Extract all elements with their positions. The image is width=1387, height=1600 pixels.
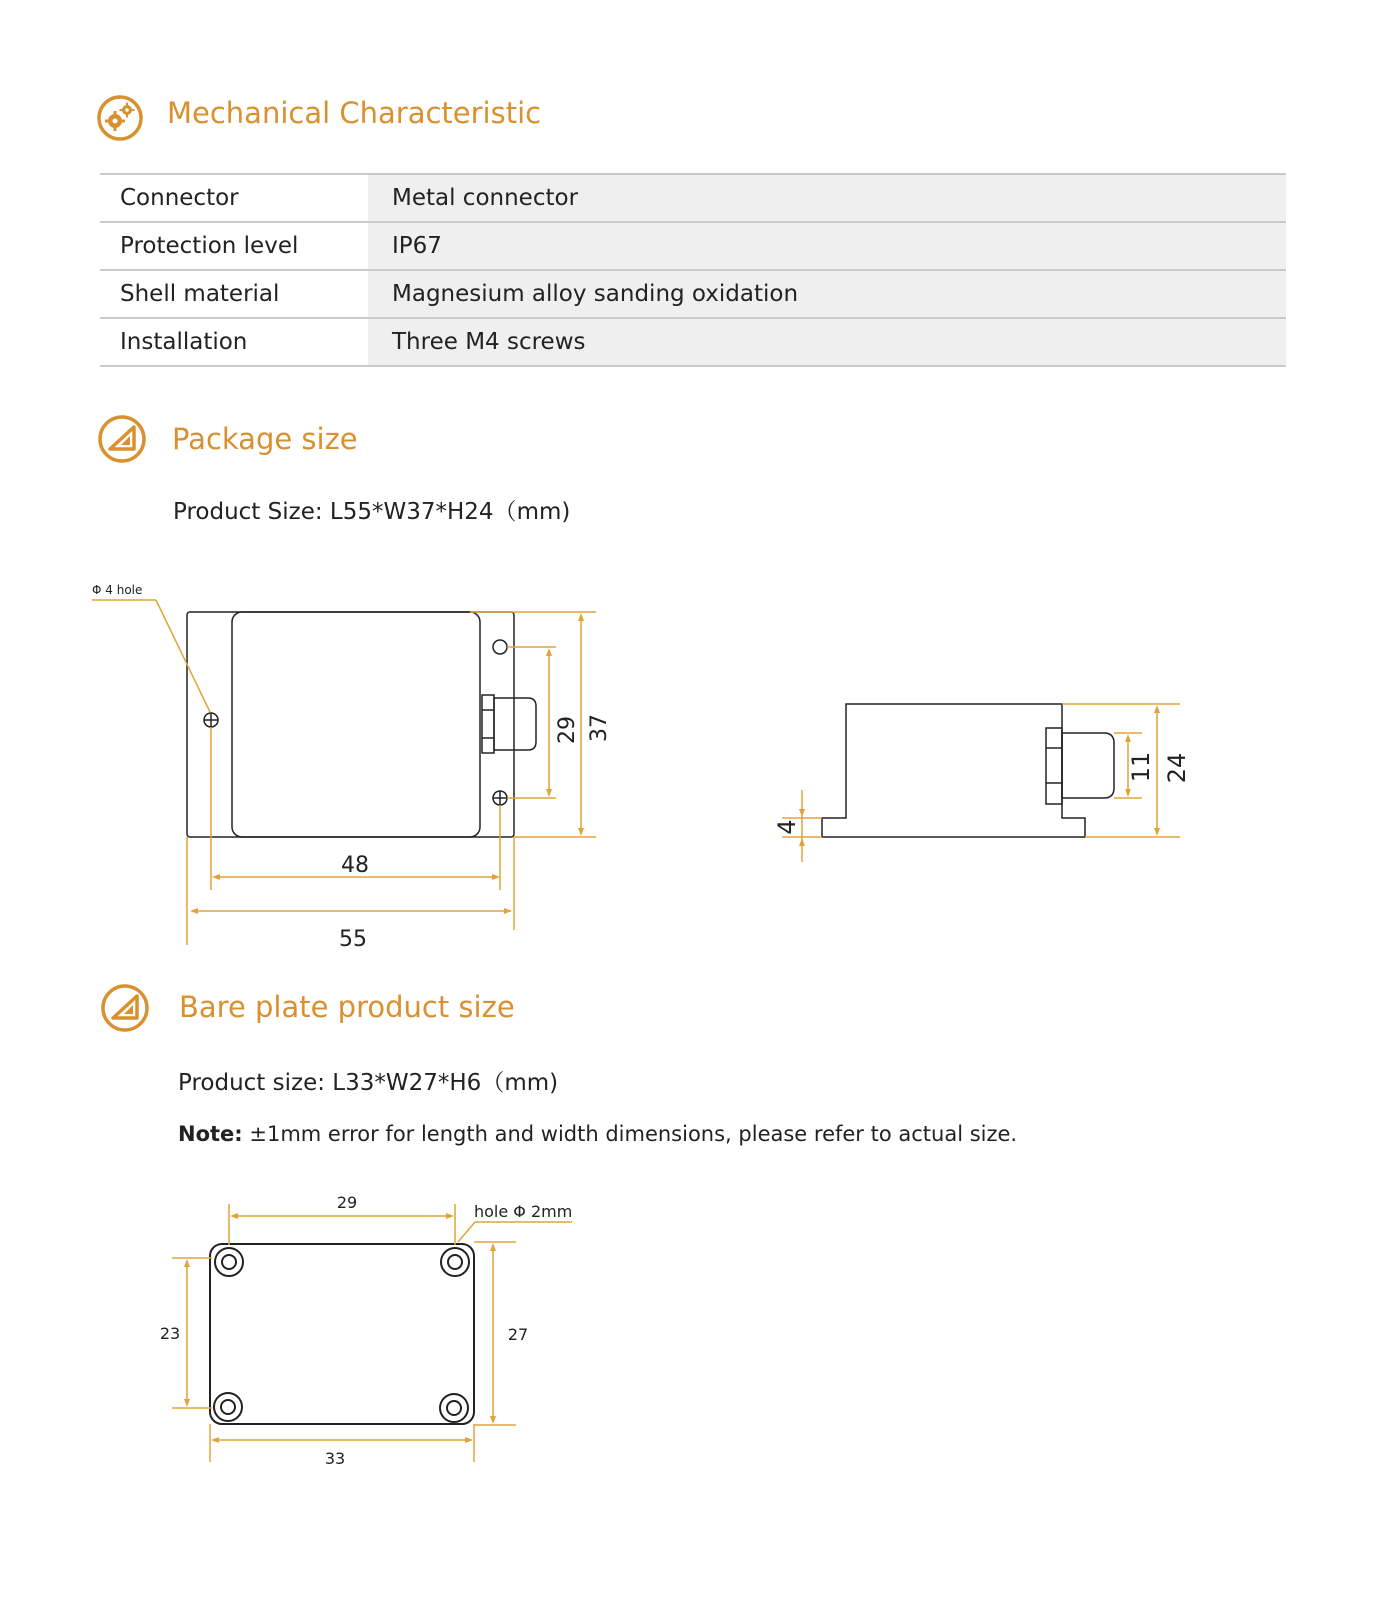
plate-hole <box>215 1248 243 1276</box>
spec-value: Metal connector <box>368 174 1286 222</box>
spec-key: Connector <box>100 174 368 222</box>
spec-value: IP67 <box>368 222 1286 270</box>
dim-48-label: 48 <box>341 853 369 878</box>
table-row <box>100 318 1286 366</box>
gears-icon <box>96 94 144 142</box>
note-label: Note: <box>178 1122 243 1146</box>
connector-plug <box>494 698 536 750</box>
table-row <box>100 270 1286 318</box>
plate-hole <box>441 1248 469 1276</box>
lid-outline <box>232 612 480 837</box>
set-square-icon <box>97 414 147 464</box>
dim-4-label: 4 <box>773 819 801 835</box>
plate-hole <box>214 1393 242 1421</box>
table-row <box>100 174 1286 222</box>
dim-37-label: 37 <box>587 714 612 742</box>
bare-plate-note <box>178 1122 1017 1146</box>
plate-dim-23-label: 23 <box>159 1324 181 1343</box>
spec-value: Magnesium alloy sanding oxidation <box>368 270 1286 318</box>
hole-label: Φ 4 hole <box>92 583 143 597</box>
spec-table <box>100 173 1286 367</box>
plate-hole <box>440 1394 468 1422</box>
mechanical-title: Mechanical Characteristic <box>167 96 542 130</box>
bare-plate-drawing <box>150 1185 590 1475</box>
housing-outline <box>187 612 514 837</box>
dim-11-label: 11 <box>1127 751 1155 783</box>
connector-body <box>482 695 494 753</box>
package-product-size: Product Size: L55*W37*H24（mm) <box>173 499 571 525</box>
package-side-view-drawing <box>760 690 1200 870</box>
spec-key: Shell material <box>100 270 368 318</box>
plate-dim-33-label: 33 <box>324 1449 346 1468</box>
plate-hole-label: hole Φ 2mm <box>474 1202 573 1221</box>
spec-key: Protection level <box>100 222 368 270</box>
side-connector-plug <box>1062 733 1114 798</box>
spec-value: Three M4 screws <box>368 318 1286 366</box>
plate-dim-29-label: 29 <box>336 1193 358 1212</box>
table-row <box>100 222 1286 270</box>
note-text: ±1mm error for length and width dimensions, please refer to actual size. <box>242 1122 1018 1146</box>
dim-24-label: 24 <box>1163 752 1191 784</box>
bare-plate-title: Bare plate product size <box>179 990 515 1024</box>
plate-outline <box>210 1244 474 1424</box>
plate-dim-27-label: 27 <box>507 1325 529 1344</box>
bare-plate-product-size: Product size: L33*W27*H6（mm) <box>178 1070 559 1096</box>
side-connector-body <box>1046 728 1062 804</box>
package-top-view-drawing <box>90 578 620 958</box>
package-title: Package size <box>172 422 358 456</box>
spec-key: Installation <box>100 318 368 366</box>
dim-29-label: 29 <box>555 716 580 744</box>
dim-55-label: 55 <box>339 927 367 952</box>
set-square-icon <box>100 983 150 1033</box>
mount-hole-top-right <box>493 640 507 654</box>
